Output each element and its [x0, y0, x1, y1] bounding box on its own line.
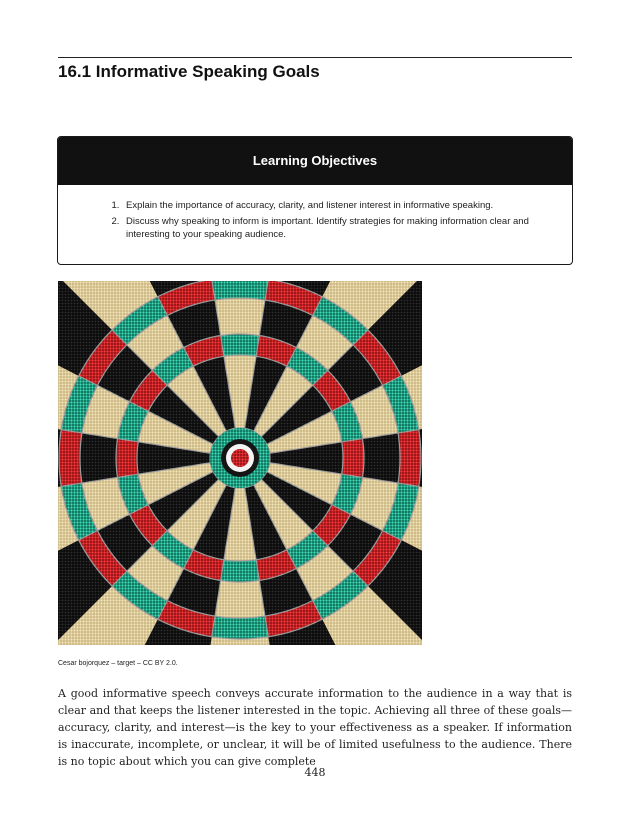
learning-objectives-title: Learning Objectives [58, 137, 572, 185]
triple-ring-segment [221, 560, 260, 582]
double-ring-segment [398, 430, 421, 487]
objective-item: 2. Discuss why speaking to inform is important. Identify strategies for making information clear and interesting to your speaking audience. [122, 215, 560, 241]
objective-item: 1. Explain the importance of accuracy, clarity, and listener interest in informative speaking. [122, 199, 560, 212]
double-ring-segment [212, 281, 269, 300]
outer-single-segment [215, 580, 265, 618]
bullseye [231, 449, 249, 467]
dartboard-image [58, 281, 422, 645]
dartboard-photo [58, 281, 422, 645]
double-ring-segment [212, 616, 269, 639]
triple-ring-segment [342, 439, 364, 478]
triple-ring-segment [116, 439, 138, 478]
outer-single-segment [215, 298, 265, 336]
triple-ring-segment [221, 334, 260, 356]
figure-caption: Cesar bojorquez – target – CC BY 2.0. [58, 660, 178, 667]
section-heading: 16.1 Informative Speaking Goals [58, 62, 320, 81]
double-ring-segment [59, 430, 82, 487]
outer-single-segment [80, 433, 118, 483]
learning-objectives-box [57, 136, 573, 265]
top-rule [58, 57, 572, 58]
outer-single-segment [362, 433, 400, 483]
learning-objectives-list [58, 199, 572, 241]
body-paragraph: A good informative speech conveys accurate information to the audience in a way that is clear and that keeps the listener interested in the topic. Achieving all three of these goals—accuracy, clarity, and interest—is the key to your effectiveness as a speaker. If information is inaccurate, incomplete, or unclear, it will be of limited usefulness to the audience. There is no topic about which you can give complete [58, 687, 572, 768]
page-number: 448 [304, 766, 326, 779]
